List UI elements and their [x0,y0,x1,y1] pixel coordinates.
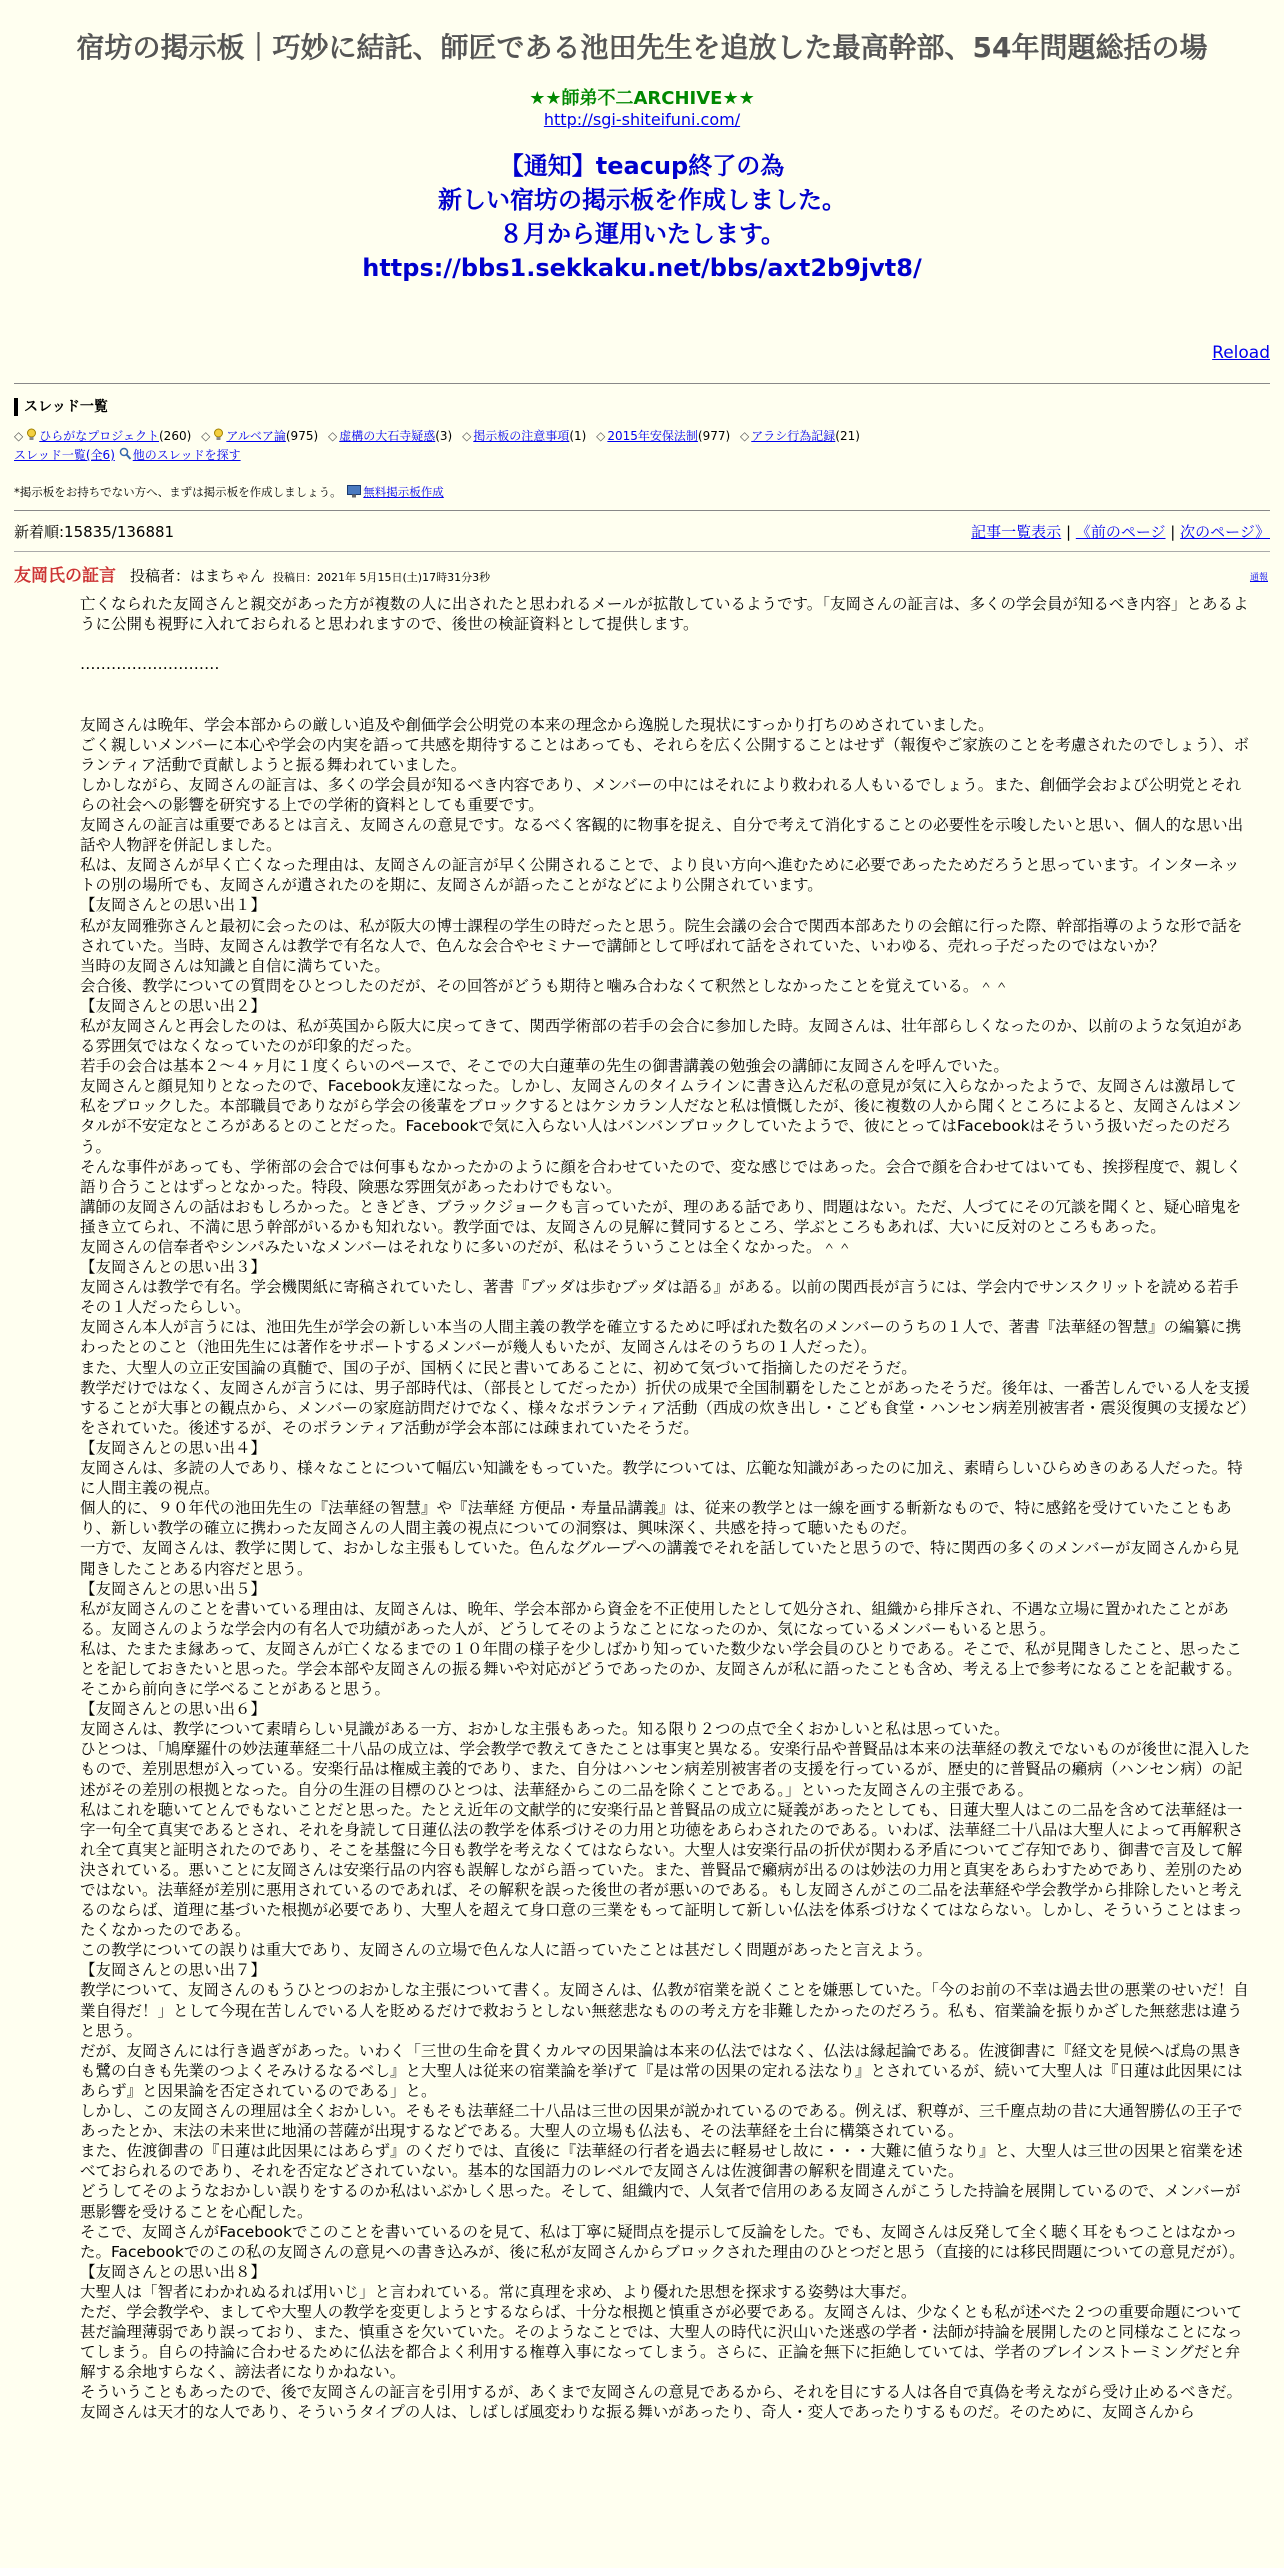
thread-link[interactable]: アルベア論 [226,429,286,443]
notice-block [14,149,1270,285]
pager [971,521,1270,542]
report-link[interactable]: 通報 [1249,573,1268,583]
thread-item [201,429,322,443]
thread-item [740,429,860,443]
notice-line: 新しい宿坊の掲示板を作成しました。 [438,186,846,214]
thread-count: (975) [285,429,319,443]
thread-link[interactable]: 掲示板の注意事項 [473,429,570,443]
archive-title: ★★師弟不二ARCHIVE★★ [529,88,755,109]
post-author: 投稿者：はまちゃん [130,567,266,585]
thread-item [14,429,195,443]
reload-link[interactable]: Reload [1212,343,1270,363]
board-icon [347,485,361,498]
lightbulb-icon [25,428,38,442]
pager-separator: | [1170,522,1176,541]
promo-text: *掲示板をお持ちでない方へ、まずは掲示板を作成しましょう。 [14,485,342,499]
thread-item [462,429,590,443]
reload-row [14,343,1270,363]
thread-link[interactable]: 2015年安保法制 [607,429,698,443]
thread-extra-links [14,446,1270,464]
prev-page-link[interactable]: 《前のページ [1075,522,1166,541]
list-view-link[interactable]: 記事一覧表示 [971,522,1062,541]
thread-count: (3) [435,429,453,443]
thread-count: (977) [697,429,731,443]
promo-row [14,484,1270,500]
create-board-link[interactable]: 無料掲示板作成 [363,485,444,499]
notice-line: ８月から運用いたします。 [498,220,786,248]
diamond-icon: ◇ [740,429,750,443]
pager-separator: | [1065,522,1072,541]
thread-link[interactable]: 虚構の大石寺疑惑 [339,429,436,443]
find-threads-link[interactable]: 他のスレッドを探す [132,448,241,462]
thread-count: (1) [569,429,587,443]
thread-item [596,429,734,443]
post-order: 新着順:15835/136881 [14,522,175,541]
thread-list-heading: スレッド一覧 [14,398,1270,416]
notice-url: https://bbs1.sekkaku.net/bbs/axt2b9jvt8/ [362,254,922,282]
thread-link[interactable]: ひらがなプロジェクト [39,429,159,443]
diamond-icon: ◇ [14,429,24,443]
diamond-icon: ◇ [462,429,472,443]
divider [14,551,1270,552]
thread-count: (260) [159,429,192,443]
post-title: 友岡氏の証言 [14,566,116,586]
next-page-link[interactable]: 次のページ》 [1180,522,1270,541]
diamond-icon: ◇ [596,429,606,443]
thread-count: (21) [835,429,860,443]
thread-list [14,426,1270,446]
post-body: 亡くなられた友岡さんと親交があった方が複数の人に出されたと思われるメールが拡散しているようです。「友岡さんの証言は、多くの学会員が知るべき内容」とあるように公開も視野に入れておられると思われますので、後世の検証資料として提供します。 ……………………… 友岡さんは晩年、学会本部からの厳しい追及や創価学会公明党の本来の理念から逸脱した現状にすっかり打ちのめされていました。 ごく親しいメンバーに本心や学会の内実を語って共感を期待することはあっても、それらを広く公開することはせず（報復やご家族のことを考慮されたのでしょう）、ボランティア活動で貢献しようと振る舞われていました。 しかしながら、友岡さんの証言は、多くの学会員が知るべき内容であり、メンバーの中にはそれにより救われる人もいるでしょう。また、創価学会および公明党とそれらの社会への影響を研究する上での学術的資料としても重要です。 友岡さんの証言は重要であるとは言え、友岡さんの意見です。なるべく客観的に物事を捉え、自分で考えて消化することの必要性を示唆したいと思い、個人的な思い出話や人物評を併記しました。 私は、友岡さんが早く亡くなった理由は、友岡さんの証言が早く公開されることで、より良い方向へ進むために必要であったためだろうと思っています。インターネットの別の場所でも、友岡さんが遺されたのを期に、友岡さんが語ったことがなどにより公開されています。 【友岡さんとの思い出１】 私が友岡雅弥さんと最初に会ったのは、私が阪大の博士課程の学生の時だったと思う。院生会議の会合で関西本部あたりの会館に行った際、幹部指導のような形で話をされていた。当時、友岡さんは教学で有名な人で、色んな会合やセミナーで講師として呼ばれて話をされていた、いわゆる、売れっ子だったのではないか？ 当時の友岡さんは知識と自信に満ちていた。 会合後、教学についての質問をひとつしたのだが、その回答がどうも期待と噛み合わなくて釈然としなかったことを覚えている。＾＾ 【友岡さんとの思い出２】 私が友岡さんと再会したのは、私が英国から阪大に戻ってきて、関西学術部の若手の会合に参加した時。友岡さんは、壮年部らしくなったのか、以前のような気迫がある雰囲気ではなくなっていたのが印象的だった。 若手の会合は基本２〜４ヶ月に１度くらいのペースで、そこでの大白蓮華の先生の御書講義の勉強会の講師に友岡さんを呼んでいた。 友岡さんと顔見知りとなったので、Facebook友達になった。しかし、友岡さんのタイムラインに書き込んだ私の意見が気に入らなかったようで、友岡さんは激昂して私をブロックした。本部職員でありながら学会の後輩をブロックするとはケシカラン人だなと私は憤慨したが、後に複数の人から聞くところによると、友岡さんはメンタルが不安定なところがあるとのことだった。Facebookで気に入らない人はバンバンブロックしていたようで、彼にとってはFacebookはそういう扱いだったのだろう。 そんな事件があっても、学術部の会合では何事もなかったかのように顔を合わせていたので、変な感じではあった。会合で顔を合わせてはいても、挨拶程度で、親しく語り合うことはずっとなかった。特段、険悪な雰囲気があったわけでもない。 講師の友岡さんの話はおもしろかった。ときどき、ブラックジョークも言っていたが、理のある話であり、問題はない。ただ、人づてにその冗談を聞くと、疑心暗鬼を掻き立てられ、不満に思う幹部がいるかも知れない。教学面では、友岡さんの見解に賛同するところ、学ぶところもあれば、大いに反対のところもあった。 友岡さんの信奉者やシンパみたいなメンバーはそれなりに多いのだが、私はそういうことは全くなかった。＾＾ 【友岡さんとの思い出３】 友岡さんは教学で有名。学会機関紙に寄稿されていたし、著書『ブッダは歩むブッダは語る』がある。以前の関西長が言うには、学会内でサンスクリットを読める若手その１人だったらしい。 友岡さん本人が言うには、池田先生が学会の新しい本当の人間主義の教学を確立するために呼ばれた数名のメンバーのうちの１人で、著書『法華経の智慧』の編纂に携わったとのこと（池田先生には著作をサポートするメンバーが幾人もいたが、友岡さんはそのうちの１人だった）。 また、大聖人の立正安国論の真髄で、国の子が、国柄くに民と書いてあることに、初めて気づいて指摘したのだそうだ。 教学だけではなく、友岡さんが言うには、男子部時代は、（部長としてだったか）折伏の成果で全国制覇をしたことがあったそうだ。後年は、一番苦しんでいる人を支援することが大事との観点から、メンバーの家庭訪問だけでなく、様々なボランティア活動（西成の炊き出し・こども食堂・ハンセン病差別被害者・震災復興の支援など）をされていた。後述するが、そのボランティア活動が学会本部には疎まれていたそうだ。 【友岡さんとの思い出４】 友岡さんは、多読の人であり、様々なことについて幅広い知識をもっていた。教学については、広範な知識があったのに加え、素晴らしいひらめきのある人だった。特に人間主義の視点。 個人的に、９０年代の池田先生の『法華経の智慧』や『法華経 方便品・寿量品講義』は、従来の教学とは一線を画する斬新なもので、特に感銘を受けていたこともあり、新しい教学の確立に携わった友岡さんの人間主義の視点についての洞察は、興味深く、共感を持って聴いたものだ。 一方で、友岡さんは、教学に関して、おかしな主張もしていた。色んなグループへの講義でそれを話していたと思うので、特に関西の多くのメンバーが友岡さんから見聞きしたことある内容だと思う。 【友岡さんとの思い出５】 私が友岡さんのことを書いている理由は、友岡さんは、晩年、学会本部から資金を不正使用したとして処分され、組織から排斥され、不遇な立場に置かれたことがある。友岡さんのような学会内の有名人で功績があった人が、どうしてそのようなことになったのか、気になっているメンバーもいると思う。 私は、たまたま縁あって、友岡さんが亡くなるまでの１０年間の様子を少しばかり知っていた数少ない学会員のひとりである。そこで、私が見聞きしたこと、思ったことを記しておきたいと思った。学会本部や友岡さんの振る舞いや対応がどうであったのか、友岡さんが私に語ったことも含め、考える上で参考になることを記載する。そこから前向きに学べることがあると思う。 【友岡さんとの思い出６】 友岡さんは、教学について素晴らしい見識がある一方、おかしな主張もあった。知る限り２つの点で全くおかしいと私は思っていた。 ひとつは、「鳩摩羅什の妙法蓮華経二十八品の成立は、学会教学で教えてきたことは事実と異なる。安楽行品や普賢品は本来の法華経の教えでないものが後世に混入したもので、差別思想が入っている。安楽行品は権威主義的であり、また、自分はハンセン病差別被害者の支援を行っているが、歴史的に普賢品の癩病（ハンセン病）の記述がその差別の根拠となった。自分の生涯の目標のひとつは、法華経からこの二品を除くことである。」といった友岡さんの主張である。 私はこれを聴いてとんでもないことだと思った。たとえ近年の文献学的に安楽行品と普賢品の成立に疑義があったとしても、日蓮大聖人はこの二品を含めて法華経は一字一句全て真実であるとされ、それを身読して日蓮仏法の教学を体系づけその力用と功徳をあらわされたのである。いわば、法華経二十八品は大聖人によって再解釈され全て真実と証明されたのであり、そこを基盤に今日も教学を考えなくてはならない。大聖人は安楽行品の折伏が関わる矛盾についてご存知であり、御書で言及して解決されている。悪いことに友岡さんは安楽行品の内容も誤解しながら語っていた。また、普賢品で癩病が出るのは妙法の力用と真実をあらわすためであり、差別のためではない。法華経が差別に悪用されているのであれば、その解釈を誤った後世の者が悪いのである。もし友岡さんがこの二品を法華経や学会教学から排除したいと考えるのならば、道理に基づいた根拠が必要であり、大聖人を超えて身口意の三業をもって証明して新しい仏法を体系づけなくてはならない。しかし、そういうことはまったくなかったのである。 この教学についての誤りは重大であり、友岡さんの立場で色んな人に語っていたことは甚だしく問題があったと言えよう。 【友岡さんとの思い出７】 教学について、友岡さんのもうひとつのおかしな主張について書く。友岡さんは、仏教が宿業を説くことを嫌悪していた。「今のお前の不幸は過去世の悪業のせいだ！自業自得だ！」として今現在苦しんでいる人を貶めるだけで救おうとしない無慈悲なものの考え方を非難したかったのだろう。私も、宿業論を振りかざした無慈悲は違うと思う。 だが、友岡さんには行き過ぎがあった。いわく「三世の生命を貫くカルマの因果論は本来の仏法ではなく、仏法は縁起論である。佐渡御書に『経文を見候へば鳥の黒きも鷺の白きも先業のつよくそみけるなるべし』と大聖人は従来の宿業論を挙げて『是は常の因果の定れる法なり』とされているが、続いて大聖人は『日蓮は此因果にはあらず』と因果論を否定されているのである」と。 しかし、この友岡さんの理屈は全くおかしい。そもそも法華経二十八品は三世の因果が説かれているのである。例えば、釈尊が、三千塵点劫の昔に大通智勝仏の王子であったとか、末法の未来世に地涌の菩薩が出現するなどである。大聖人の立場も仏法も、その法華経を土台に構築されている。 また、佐渡御書の『日蓮は此因果にはあらず』のくだりでは、直後に『法華経の行者を過去に軽易せし故に・・・大難に値うなり』と、大聖人は三世の因果と宿業を述べておられるのであり、それを否定などされていない。基本的な国語力のレベルで友岡さんは佐渡御書の解釈を間違えていた。 どうしてそのようなおかしい誤りをするのか私はいぶかしく思った。そして、組織内で、人気者で信用のある友岡さんがこうした持論を展開しているので、メンバーが悪影響を受けることを心配した。 そこで、友岡さんがFacebookでこのことを書いているのを見て、私は丁寧に疑問点を提示して反論をした。でも、友岡さんは反発して全く聴く耳をもつことはなかった。Facebookでのこの私の友岡さんの意見への書き込みが、後に私が友岡さんからブロックされた理由のひとつだと思う（直接的には移民問題についての意見だが）。 【友岡さんとの思い出８】 大聖人は「智者にわかれぬるれば用いじ」と言われている。常に真理を求め、より優れた思想を探求する姿勢は大事だ。 ただ、学会教学や、ましてや大聖人の教学を変更しようとするならば、十分な根拠と慎重さが必要である。友岡さんは、少なくとも私が述べた２つの重要命題について甚だ論理薄弱であり誤っており、また、慎重さを欠いていた。そのようなことでは、大聖人の時代に沢山いた迷惑の学者・法師が持論を展開したのと同様なことになってしまう。自らの持論に合わせるために仏法を都合よく利用する権尊入事になってしまう。さらに、正論を無下に拒絶していては、学者のブレインストーミングだと弁解する余地すらなく、謗法者になりかねない。 そういうこともあったので、後で友岡さんの証言を引用するが、あくまで友岡さんの意見であるから、それを目にする人は各自で真偽を考えながら受け止めるべきだ。 友岡さんは天才的な人であり、そういうタイプの人は、しばしば風変わりな振る舞いがあったり、奇人・変人であったりするものだ。そのために、友岡さんから [80,595,1250,2422]
diamond-icon: ◇ [201,429,211,443]
thread-item [328,429,456,443]
all-threads-link[interactable]: スレッド一覧(全6) [14,448,115,462]
search-icon [119,447,132,461]
divider [14,383,1270,384]
notice-line: 【通知】teacup終了の為 [499,152,785,180]
thread-link[interactable]: アラシ行為記録 [751,429,836,443]
archive-block [14,88,1270,129]
page-title: 宿坊の掲示板｜巧妙に結託、師匠である池田先生を追放した最高幹部、54年問題総括の場 [76,31,1208,64]
divider [14,510,1270,511]
post-header [14,566,1270,588]
post-date: 投稿日：2021年 5月15日(土)17時31分3秒 [273,571,491,584]
diamond-icon: ◇ [327,429,338,443]
archive-link[interactable]: http://sgi-shiteifuni.com/ [543,110,741,129]
lightbulb-icon [212,428,225,442]
post-nav [14,521,1270,541]
